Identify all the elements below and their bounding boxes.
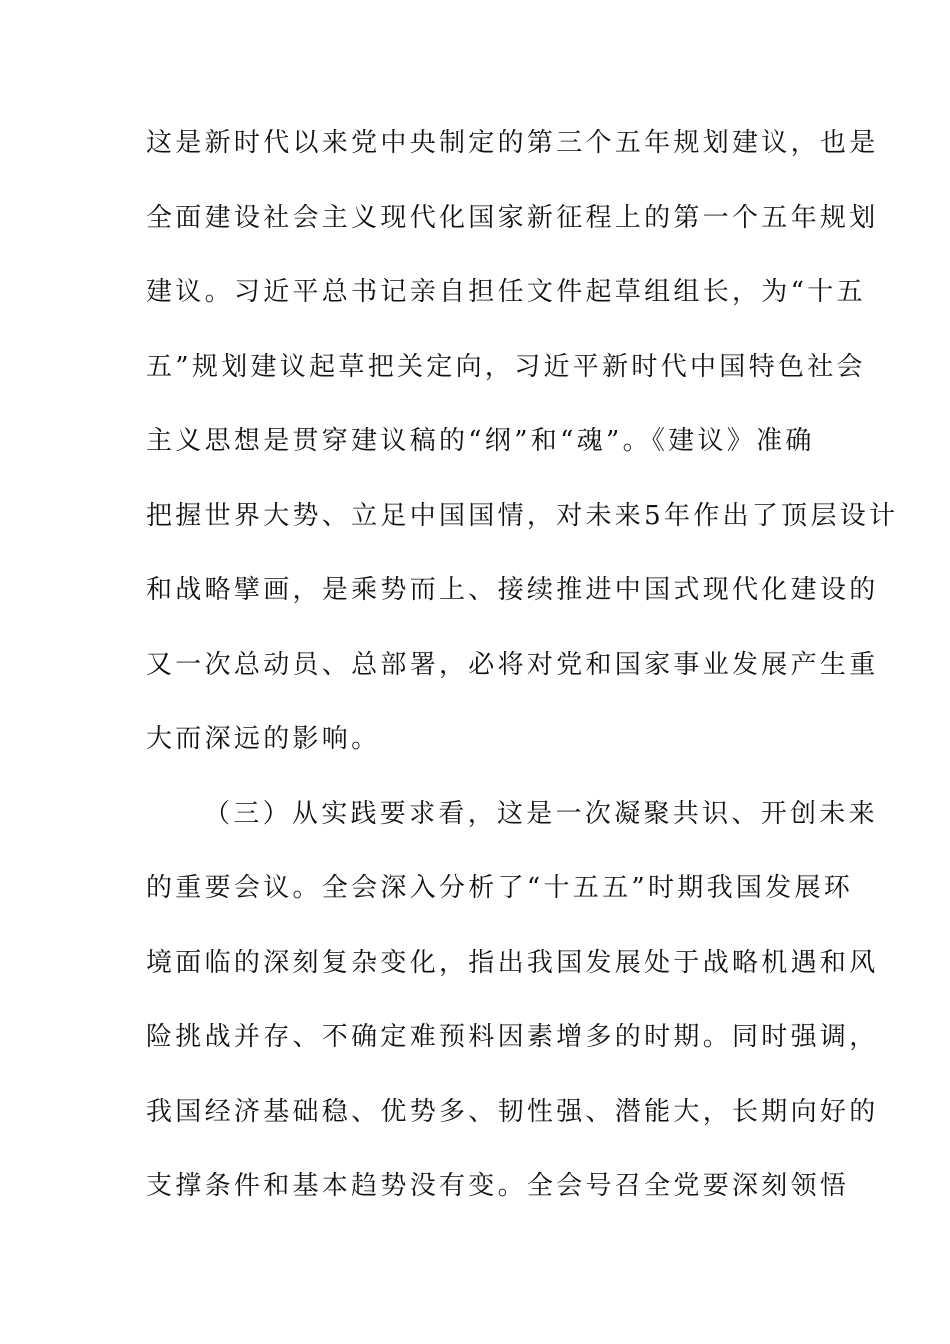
paragraph-start-line: （三）从实践要求看，这是一次凝聚共识、开创未来 <box>204 798 878 829</box>
text-line: 我国经济基础稳、优势多、韧性强、潜能大，长期向好的 <box>146 1096 879 1127</box>
text-line: 又一次总动员、总部署，必将对党和国家事业发展产生重 <box>146 649 879 680</box>
body-text <box>146 118 899 1236</box>
text-line: 主义思想是贯穿建议稿的“纲”和“魂”。《建议》准确 <box>146 426 815 456</box>
text-line: 险挑战并存、不确定难预料因素增多的时期。同时强调， <box>146 1022 879 1052</box>
text-line: 境面临的深刻复杂变化，指出我国发展处于战略机遇和风 <box>146 947 879 978</box>
text-line: 五”规划建议起草把关定向，习近平新时代中国特色社会 <box>146 351 866 382</box>
text-line: 建议。习近平总书记亲自担任文件起草组组长，为“十五 <box>146 277 866 307</box>
text-line: 大而深远的影响。 <box>146 724 381 754</box>
text-line: 和战略擘画，是乘势而上、接续推进中国式现代化建设的 <box>146 575 879 605</box>
text-line: 的重要会议。全会深入分析了“十五五”时期我国发展环 <box>146 873 854 903</box>
text-line: 把握世界大势、立足中国国情，对未来5年作出了顶层设计 <box>146 500 899 531</box>
text-line: 全面建设社会主义现代化国家新征程上的第一个五年规划 <box>146 202 879 233</box>
text-line: 支撑条件和基本趋势没有变。全会号召全党要深刻领悟 <box>146 1171 850 1201</box>
text-line: 这是新时代以来党中央制定的第三个五年规划建议，也是 <box>146 128 879 158</box>
